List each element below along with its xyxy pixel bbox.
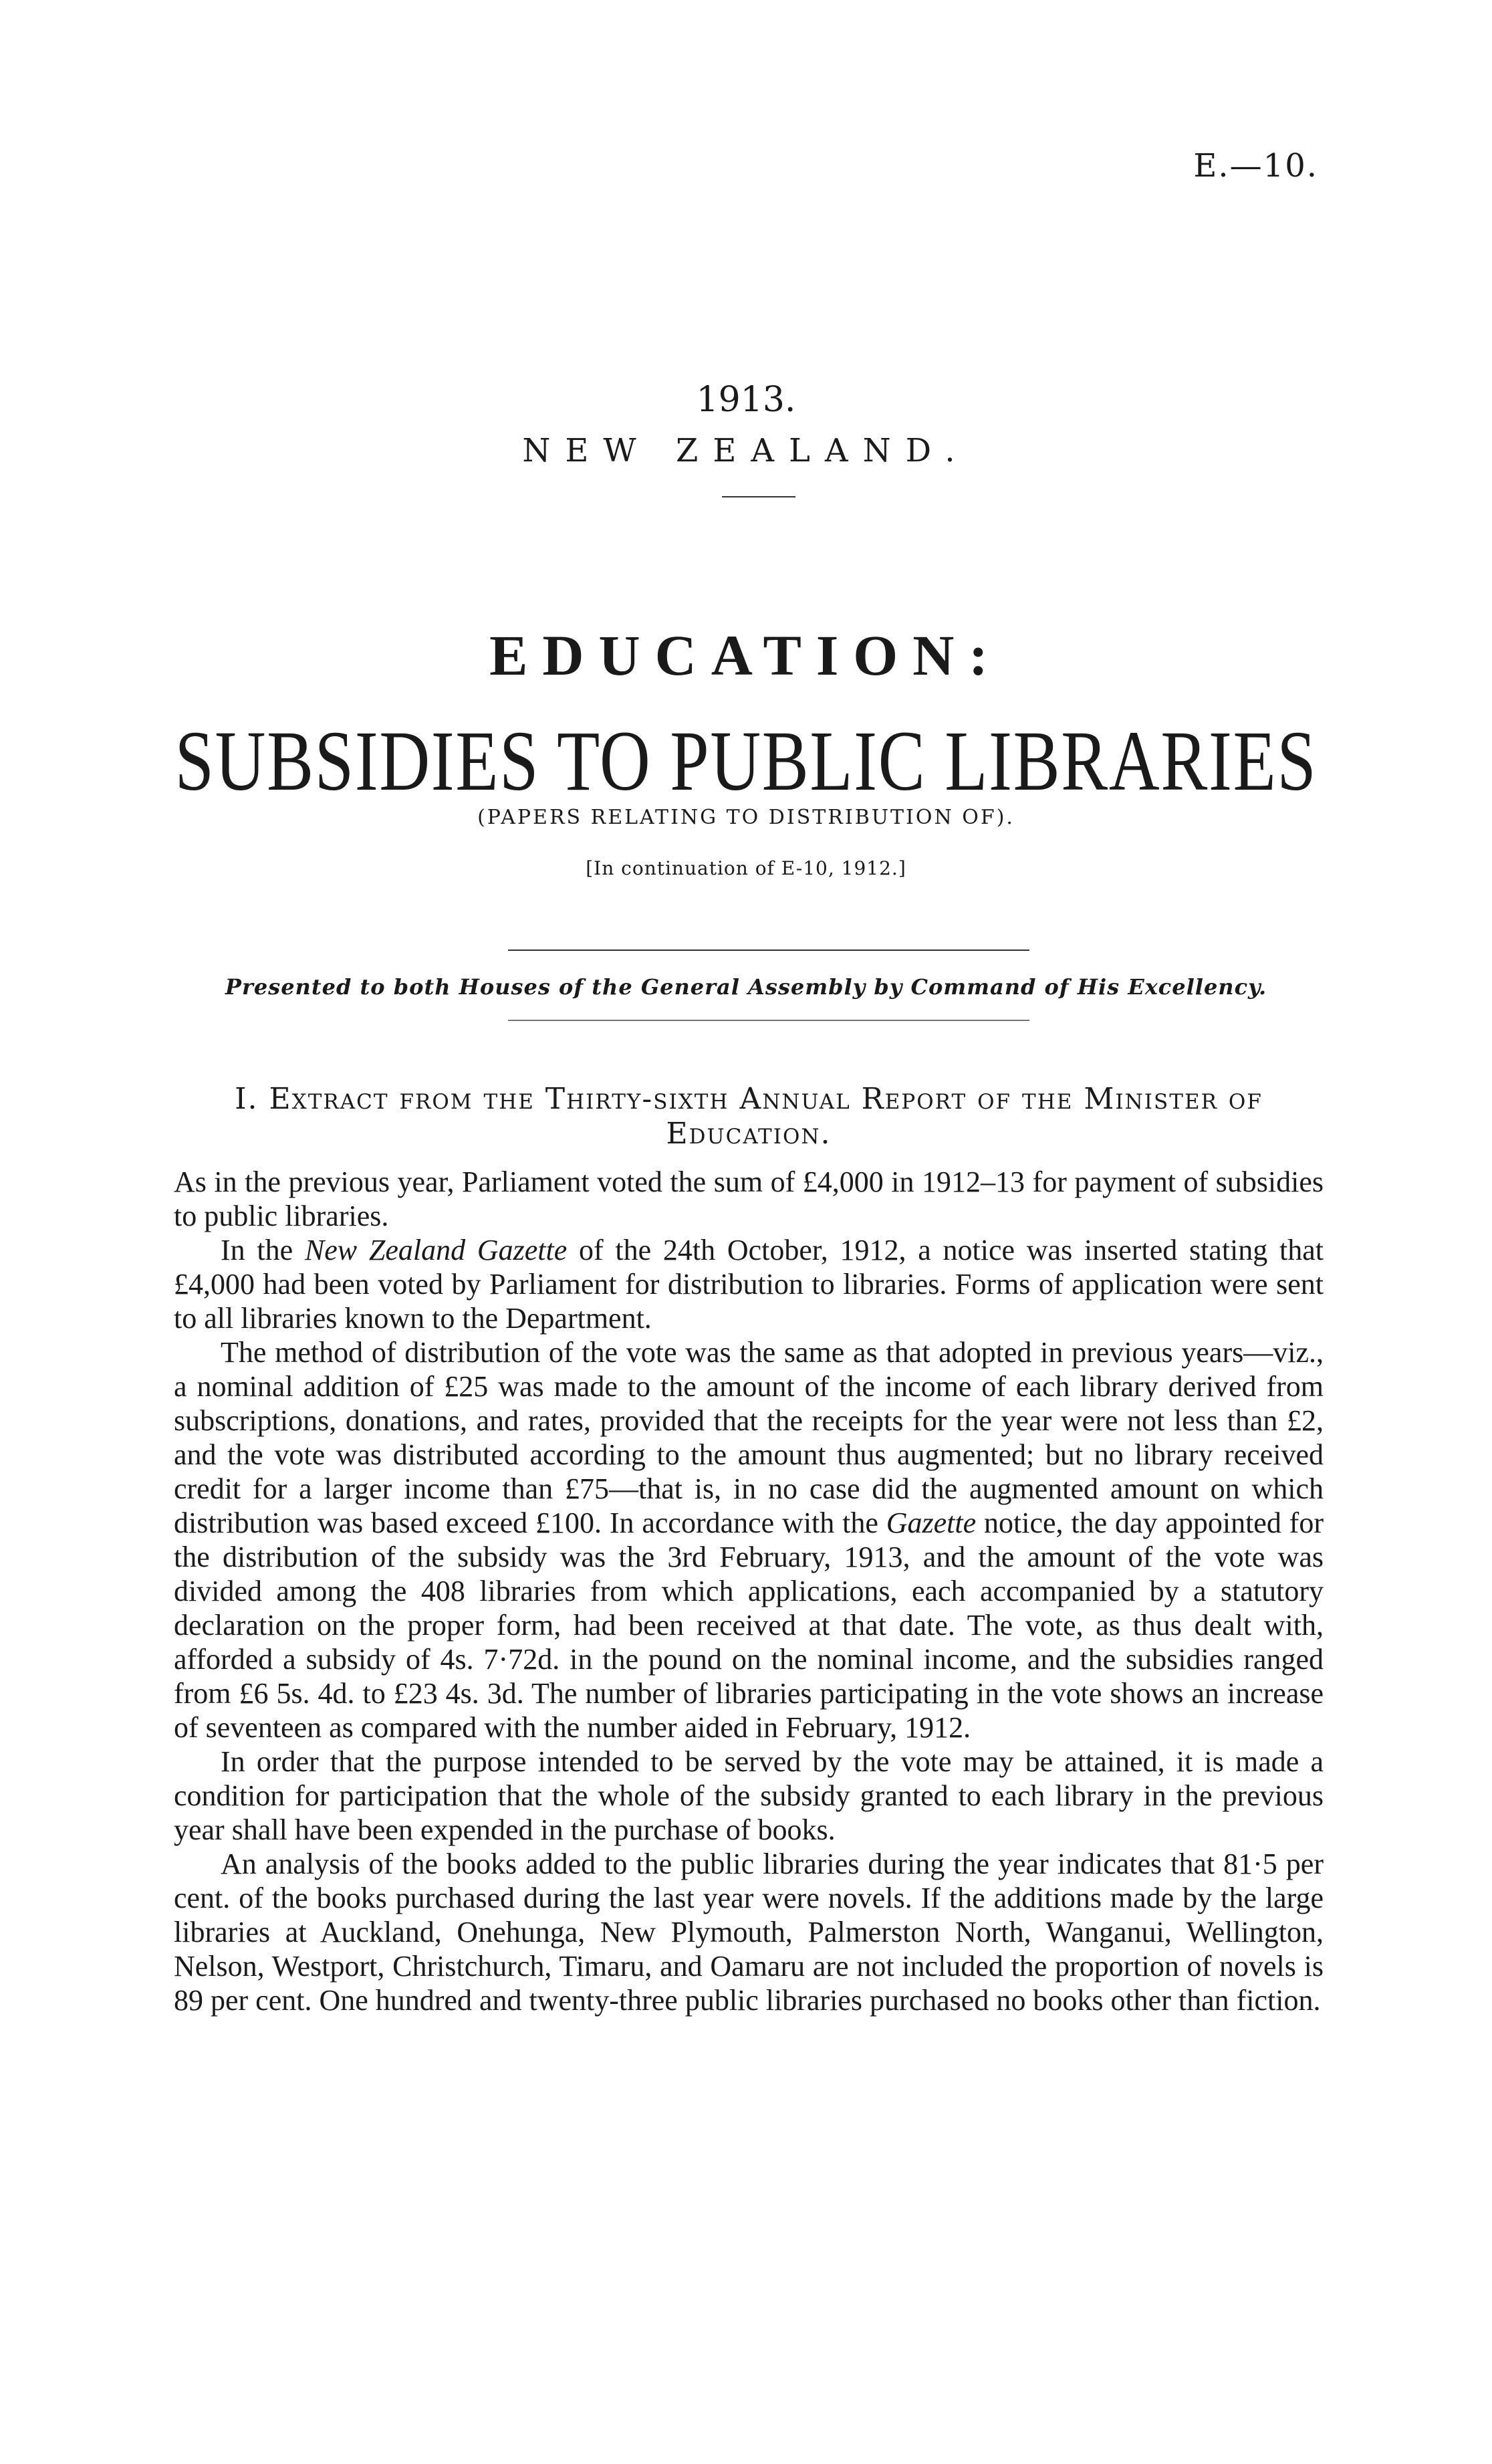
paragraph [174,1233,1324,1335]
paragraph-text: of the 24th October, 1912, a notice was inserted stating that £4,000 had been voted by Parliament for distribution to libraries. Forms of application were sent to all libraries known to the Department. [174,1234,1324,1335]
year: 1913. [696,380,796,420]
continuation-note: [In continuation of E-10, 1912.] [586,857,906,879]
paragraph-text: The method of distribution of the vote was the same as that adopted in previous years—viz., a nominal addition of £25 was made to the amount of the income of each library derived from subscriptions, donations, and rates, provided that the receipts for the year were not less than £2, and the vote was distributed according to the amount thus augmented; but no library received credit for a larger income than £75—that is, in no case did the augmented amount on which distribution was based exceed £100. In accordance with the [174,1336,1324,1539]
gazette-title: New Zealand Gazette [304,1234,568,1266]
body-text [174,1165,1324,2017]
country-title: NEW ZEALAND. [522,432,970,469]
paragraph [174,1335,1324,1745]
papers-note: (PAPERS RELATING TO DISTRIBUTION OF). [477,806,1015,829]
title-divider [722,496,795,497]
section-heading: I. Extract from the Thirty-sixth Annual Report of the Minister of Education. [235,1082,1263,1151]
document-subject: SUBSIDIES TO PUBLIC LIBRARIES [174,713,1318,808]
presented-rule-top [508,949,1029,951]
presented-line: Presented to both Houses of the General Assembly by Command of His Excellency. [225,974,1267,1000]
document-heading: EDUCATION: [489,623,1003,687]
paragraph: In order that the purpose intended to be served by the vote may be attained, it is made a condition for participation that the whole of the subsidy granted to each library in the previous year shall have been expended in the purchase of books. [174,1745,1324,1846]
gazette-title: Gazette [886,1506,977,1539]
paragraph-text: notice, the day appointed for the distribution of the subsidy was the 3rd February, 1913, and the amount of the vote was divided among the 408 libraries from which applications, each accompanied by a statutory declaration on the proper form, had been received at that date. The vote, as thus dealt with, afforded a subsidy of 4s. 7·72d. in the pound on the nominal income, and the subsidies ranged from £6 5s. 4d. to £23 4s. 3d. The number of libraries participating in the vote shows an increase of seventeen as compared with the number aided in February, 1912. [174,1506,1324,1744]
paragraph: An analysis of the books added to the public libraries during the year indicates that 81·5 per cent. of the books purchased during the last year were novels. If the additions made by the large libraries at Auckland, Onehunga, New Plymouth, Palmerston North, Wanganui, Wellington, Nelson, Westport, Christchurch, Timaru, and Oamaru are not included the proportion of novels is 89 per cent. One hundred and twenty-three public libraries purchased no books other than fiction. [174,1847,1324,2017]
paper-reference: E.—10. [1193,147,1318,185]
paragraph-text: In the [221,1234,305,1266]
presented-rule-bottom [508,1020,1029,1021]
paragraph: As in the previous year, Parliament voted the sum of £4,000 in 1912–13 for payment of subsidies to public libraries. [174,1165,1324,1232]
